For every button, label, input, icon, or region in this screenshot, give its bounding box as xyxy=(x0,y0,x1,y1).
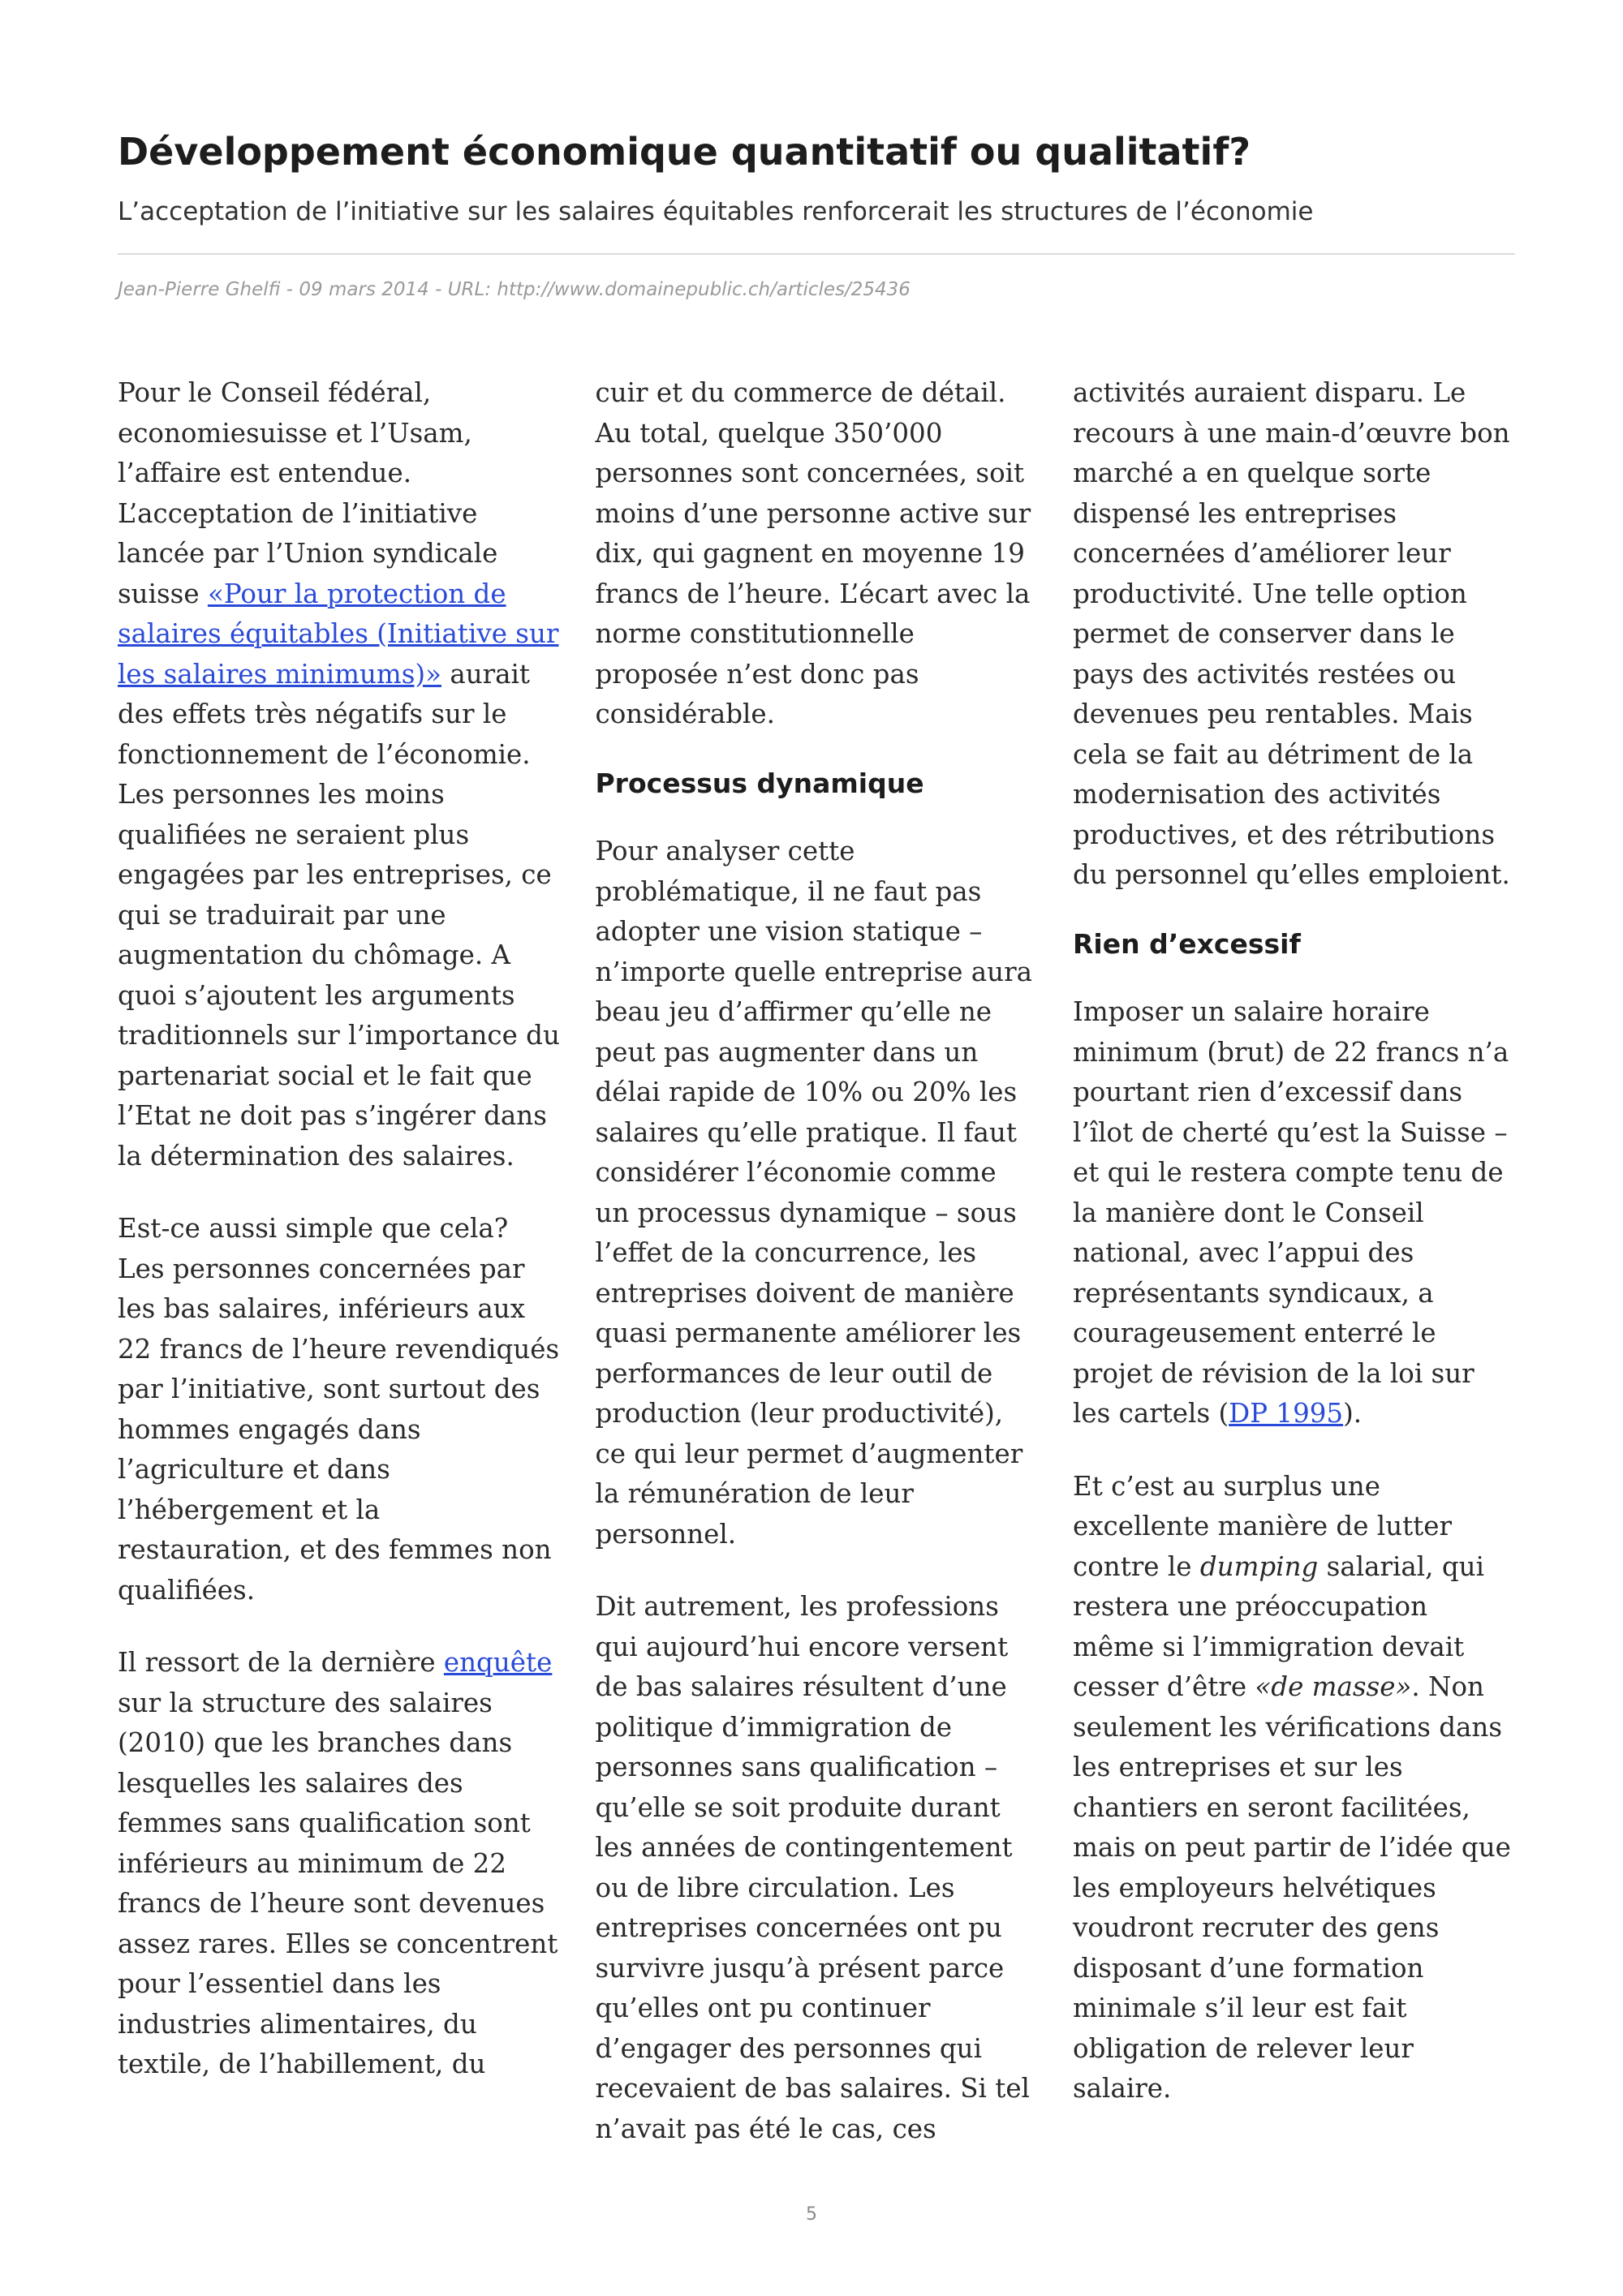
section-heading: Rien d’excessif xyxy=(1073,927,1301,960)
paragraph xyxy=(118,373,560,1176)
dp-1995-link[interactable]: DP 1995 xyxy=(1229,1398,1344,1430)
text: Et c’est au surplus une excellente manière de lutter contre le xyxy=(1073,1470,1453,1582)
text: Pour le Conseil fédéral, economiesuisse et l’Usam, l’affaire est entendue. L’acceptation de l’initiative lancée par l’Union syndicale suisse xyxy=(118,377,498,609)
column-3 xyxy=(1073,373,1515,2182)
text: ). xyxy=(1343,1398,1363,1430)
section-heading: Processus dynamique xyxy=(595,767,924,799)
paragraph: Dit autrement, les professions qui aujourd’hui encore versent de bas salaires résultent d’une politique d’immigration de personnes sans qualification – qu’elle se soit produite durant les années de contingentement ou de libre circulation. Les entreprises concernées ont pu survivre jusqu’à présent parce qu’elles ont pu continuer d’engager des personnes qui recevaient de bas salaires. Si tel n’avait pas été le cas, ces xyxy=(595,1591,1030,2144)
column-2 xyxy=(596,373,1038,2182)
emphasis: «de masse» xyxy=(1255,1671,1412,1703)
article-subtitle: L’acceptation de l’initiative sur les salaires équitables renforcerait les structures de l’économie xyxy=(118,197,1314,227)
paragraph xyxy=(118,1643,560,2085)
text: sur la structure des salaires (2010) que les branches dans lesquelles les salaires des femmes sans qualification sont inférieurs au minimum de 22 francs de l’heure sont devenues assez rares. Elles se concentrent pour l’essentiel dans les industries alimentaires, du textile, de l’habillement, du xyxy=(118,1687,558,2079)
text: aurait des effets très négatifs sur le fonctionnement de l’économie. Les personnes les moins qualifiées ne seraient plus engagées par les entreprises, ce qui se traduirait par une augmentation du chômage. A quoi s’ajoutent les arguments traditionnels sur l’importance du partenariat social et le fait que l’Etat ne doit pas s’ingérer dans la détermination des salaires. xyxy=(118,658,560,1172)
text: . Non seulement les vérifications dans les entreprises et sur les chantiers en seront facilitées, mais on peut partir de l’idée que les employeurs helvétiques voudront recruter des gens disposant d’une formation minimale s’il leur est fait obligation de relever leur salaire. xyxy=(1073,1671,1511,2105)
paragraph: activités auraient disparu. Le recours à une main-d’œuvre bon marché a en quelque sorte dispensé les entreprises concernées d’améliorer leur productivité. Une telle option permet de conserver dans le pays des activités restées ou devenues peu rentables. Mais cela se fait au détriment de la modernisation des activités productives, et des rétributions du personnel qu’elles emploient. xyxy=(1073,377,1510,890)
page-number: 5 xyxy=(806,2204,817,2225)
text: Il ressort de la dernière xyxy=(118,1647,444,1678)
article-title: Développement économique quantitatif ou qualitatif? xyxy=(118,130,1251,174)
article-body xyxy=(118,373,1515,2182)
text: salarial, qui restera une préoccupation même si l’immigration devait cesser d’être xyxy=(1073,1550,1484,1703)
paragraph: Est-ce aussi simple que cela? Les personnes concernées par les bas salaires, inférieurs aux 22 francs de l’heure revendiqués par l’initiative, sont surtout des hommes engagés dans l’agriculture et dans l’hébergement et la restauration, et des femmes non qualifiées. xyxy=(118,1213,560,1606)
emphasis: dumping xyxy=(1199,1550,1319,1582)
text: Imposer un salaire horaire minimum (brut) de 22 francs n’a pourtant rien d’excessif dans l’îlot de cherté qu’est la Suisse – et qui le restera compte tenu de la manière dont le Conseil national, avec l’appui des représentants syndicaux, a courageusement enterré le projet de révision de la loi sur les cartels ( xyxy=(1073,996,1509,1430)
paragraph: Pour analyser cette problématique, il ne faut pas adopter une vision statique – n’importe quelle entreprise aura beau jeu d’affirmer qu’elle ne peut pas augmenter dans un délai rapide de 10% ou 20% les salaires qu’elle pratique. Il faut considérer l’économie comme un processus dynamique – sous l’effet de la concurrence, les entreprises doivent de manière quasi permanente améliorer les performances de leur outil de production (leur productivité), ce qui leur permet d’augmenter la rémunération de leur personnel. xyxy=(595,836,1033,1550)
initiative-link[interactable]: «Pour la protection de salaires équitables (Initiative sur les salaires minimums)» xyxy=(118,578,559,690)
enquete-link[interactable]: enquête xyxy=(443,1647,553,1678)
paragraph xyxy=(1073,992,1515,1434)
article-meta: Jean-Pierre Ghelfi - 09 mars 2014 - URL: http://www.domainepublic.ch/articles/25436 xyxy=(118,279,911,301)
paragraph xyxy=(1073,1467,1515,2109)
article xyxy=(118,130,1515,2144)
header-divider xyxy=(118,253,1515,255)
paragraph: cuir et du commerce de détail. Au total, quelque 350’000 personnes sont concernées, soit moins d’une personne active sur dix, qui gagnent en moyenne 19 francs de l’heure. L’écart avec la norme constitutionnelle proposée n’est donc pas considérable. xyxy=(595,377,1031,729)
column-1 xyxy=(118,373,560,2182)
